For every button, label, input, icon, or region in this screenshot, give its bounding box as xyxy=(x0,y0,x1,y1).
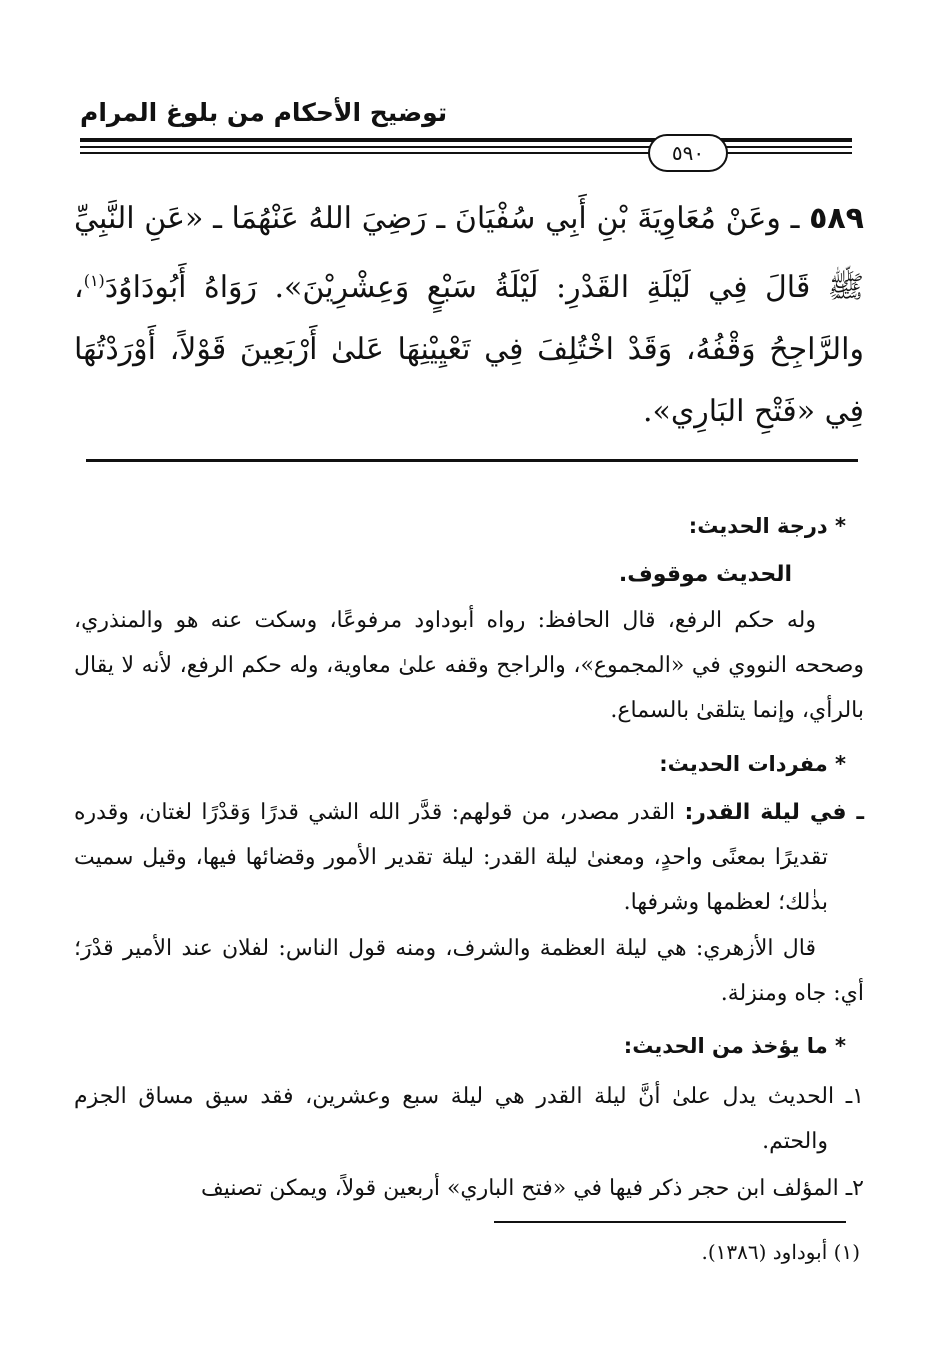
footnote xyxy=(74,1240,860,1264)
footnote-separator xyxy=(494,1221,846,1223)
lesson-item: ١ـ الحديث يدل علىٰ أنَّ ليلة القدر هي ليلة سبع وعشرين، فقد سيق مساق الجزم والحتم. xyxy=(74,1084,864,1154)
hadith-separator xyxy=(86,459,858,462)
hadith-body-continued: ، والرَّاجِحُ وَقْفُهُ، وَقَدْ اخْتُلِفَ فِي تَعْيِيْنِهَا عَلىٰ أَرْبَعِينَ قَوْلاً، أَوْرَدْتُهَا فِي «فَتْحِ البَارِي». xyxy=(74,270,864,429)
page-number: ٥٩٠ xyxy=(648,134,728,172)
header-rule-middle xyxy=(80,146,852,148)
footnote-text: أبوداود (١٣٨٦). xyxy=(701,1240,828,1264)
vocab-entry xyxy=(74,790,864,925)
hadith-body: وعَنْ مُعَاوِيَةَ بْنِ أَبِي سُفْيَانَ ـ رَضِيَ اللهُ عَنْهُمَا ـ «عَنِ النَّبِيِّ ﷺ قَالَ فِي لَيْلَةِ القَدْرِ: لَيْلَةُ سَبْعٍ وَعِشْرِيْنَ». رَوَاهُ أَبُودَاوُدَ xyxy=(74,201,864,305)
lesson-item: ٢ـ المؤلف ابن حجر ذكر فيها في «فتح الباري» أربعين قولاً، ويمكن تصنيف xyxy=(200,1176,864,1201)
footnote-marker: (١) xyxy=(833,1240,860,1264)
header-rule-top xyxy=(80,138,852,142)
grade-heading: * درجة الحديث: xyxy=(688,514,846,538)
grade-verdict: الحديث موقوف. xyxy=(618,562,792,587)
vocab-term: ـ في ليلة القدر: xyxy=(684,800,864,825)
header-rule-bottom xyxy=(80,152,852,154)
lessons-heading: * ما يؤخذ من الحديث: xyxy=(623,1034,846,1058)
footnote-reference: (١) xyxy=(83,271,105,290)
vocab-definition: القدر مصدر، من قولهم: قدَّر الله الشي قدرًا وَقدْرًا لغتان، وقدره تقديرًا بمعنًى واحدٍ، ومعنىٰ ليلة القدر: ليلة تقدير الأمور وقضائها فيها، وقيل سميت بذٰلك؛ لعظمها وشرفها. xyxy=(74,800,828,915)
hadith-text xyxy=(74,188,864,443)
vocab-azhari: قال الأزهري: هي ليلة العظمة والشرف، ومنه قول الناس: لفلان عند الأمير قدْرَ؛ أي: جاه ومنزلة. xyxy=(74,936,864,1006)
hadith-number: ٥٨٩ xyxy=(809,201,864,236)
hadith-dash: ـ xyxy=(780,201,800,236)
vocab-heading: * مفردات الحديث: xyxy=(659,752,846,776)
running-title: توضيح الأحكام من بلوغ المرام xyxy=(80,98,448,127)
grade-paragraph: وله حكم الرفع، قال الحافظ: رواه أبوداود مرفوعًا، وسكت عنه هو والمنذري، وصححه النووي في «المجموع»، والراجح وقفه علىٰ معاوية، وله حكم الرفع، لأنه لا يقال بالرأي، وإنما يتلقىٰ بالسماع. xyxy=(74,608,864,723)
